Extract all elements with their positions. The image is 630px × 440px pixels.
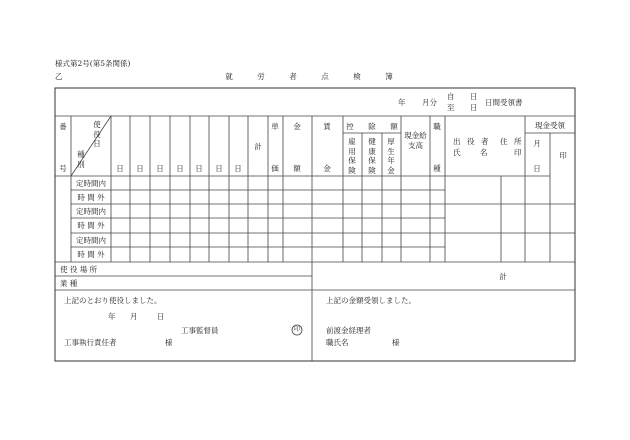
col-worker-name-1: 氏	[453, 148, 461, 157]
row-kind-6: 時 間 外	[77, 250, 105, 259]
officer-sama: 様	[392, 338, 400, 347]
period-month: 月分	[422, 98, 437, 107]
col-worker-2: 役	[467, 137, 475, 146]
sum-label: 計	[499, 272, 507, 281]
seal-mark: 印	[293, 326, 301, 333]
title-char-1: 就	[225, 72, 233, 81]
date-year: 年	[108, 312, 116, 321]
row-kind-4: 時 間 外	[77, 221, 105, 230]
col-worker-seal: 印	[514, 148, 522, 157]
col-wage-top: 賃	[323, 122, 331, 131]
row-kind-5: 定時間内	[76, 236, 106, 245]
date-day: 日	[157, 312, 165, 321]
col-day-3: 日	[156, 164, 164, 173]
form-code: 乙	[55, 72, 63, 81]
title-char-5: 検	[353, 72, 361, 81]
title-char-3: 者	[289, 72, 297, 81]
col-receipt-day: 日	[533, 164, 541, 173]
right-note: 上記の金額受領しました。	[326, 296, 416, 305]
col-unit-price-top: 単	[271, 122, 279, 131]
col-day-2: 日	[136, 164, 144, 173]
col-amount-bottom: 額	[293, 164, 301, 173]
col-worker-name-2: 名	[480, 148, 488, 157]
col-job-top: 職	[433, 122, 441, 131]
form-number: 様式第2号(第5条関係)	[55, 59, 131, 68]
col-receipt-month: 月	[533, 139, 541, 148]
col-day-4: 日	[176, 164, 184, 173]
col-cash-paid: 現金給支高	[404, 131, 427, 150]
col-unit-price-bottom: 価	[271, 164, 279, 173]
col-pension: 厚生年金	[387, 137, 395, 175]
row-kind-3: 定時間内	[76, 207, 106, 216]
period-receipt: 日間受領書	[485, 98, 523, 107]
col-cash-receipt: 現金受領	[535, 121, 565, 130]
col-kind: 種別	[77, 150, 85, 169]
col-worker-4: 住	[500, 137, 508, 146]
title-char-2: 労	[257, 72, 265, 81]
period-from: 自	[447, 92, 455, 101]
col-worker-1: 出	[453, 137, 461, 146]
title-char-4: 点	[321, 72, 329, 81]
officer-name-label: 職氏名	[326, 338, 349, 347]
business-label: 業 種	[60, 279, 78, 288]
row-kind-1: 定時間内	[76, 179, 106, 188]
col-deduction-1: 控	[346, 122, 354, 131]
col-amount-top: 金	[293, 122, 301, 131]
col-employment-insurance: 雇用保険	[348, 137, 356, 175]
col-day-7: 日	[234, 164, 242, 173]
title-char-6: 簿	[385, 72, 393, 81]
col-worker-5: 所	[514, 137, 522, 146]
period-year: 年	[398, 98, 406, 107]
left-note: 上記のとおり使役しました。	[64, 296, 162, 305]
manager-sama: 様	[165, 338, 173, 347]
manager-label: 工事執行責任者	[64, 338, 117, 347]
col-number-bottom: 号	[59, 164, 67, 173]
date-month: 月	[130, 312, 138, 321]
col-day-6: 日	[215, 164, 223, 173]
supervisor-label: 工事監督員	[181, 326, 219, 335]
col-health-insurance: 健康保険	[368, 137, 376, 175]
row-kind-2: 時 間 外	[77, 193, 105, 202]
period-to: 至	[447, 103, 455, 112]
advance-officer-label: 前渡金経理者	[326, 326, 371, 335]
period-day-to: 日	[470, 103, 478, 112]
period-day-from: 日	[470, 92, 478, 101]
col-receipt-seal: 印	[559, 151, 567, 160]
col-day-5: 日	[195, 164, 203, 173]
col-deduction-2: 除	[368, 122, 376, 131]
col-deduction-3: 額	[390, 122, 398, 131]
col-total: 計	[254, 142, 262, 151]
col-day-1: 日	[116, 164, 124, 173]
col-worker-3: 者	[481, 137, 489, 146]
col-number-top: 番	[59, 122, 67, 131]
work-place-label: 使 役 場 所	[60, 265, 98, 274]
col-job-bottom: 種	[433, 164, 441, 173]
col-work-day: 使役日	[93, 120, 101, 148]
col-wage-bottom: 金	[323, 164, 331, 173]
